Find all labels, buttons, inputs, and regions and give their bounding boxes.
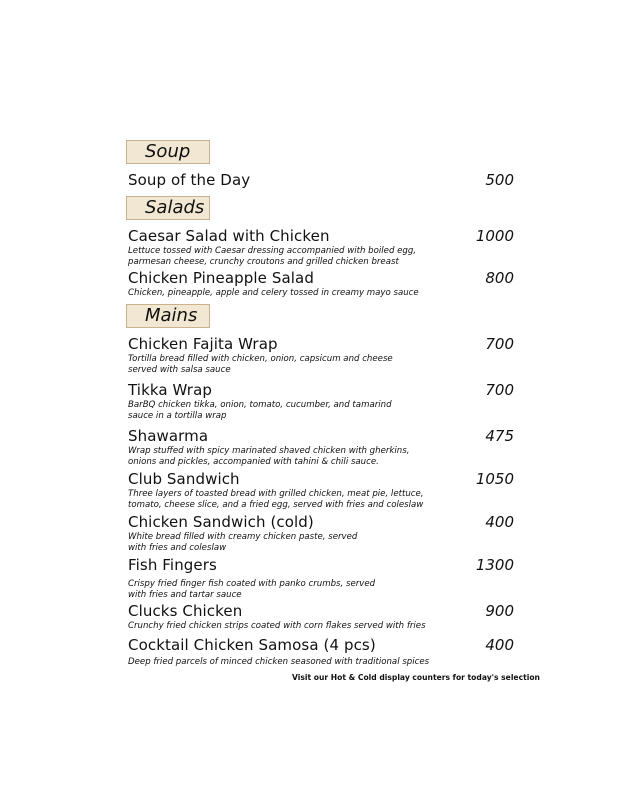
item-description: Chicken, pineapple, apple and celery tossed in creamy mayo sauce bbox=[128, 288, 419, 298]
item-price: 700 bbox=[485, 381, 514, 399]
footer-note: Visit our Hot & Cold display counters for today's selection bbox=[292, 673, 540, 682]
item-price: 500 bbox=[485, 171, 514, 189]
menu-item-chicken-fajita-wrap bbox=[128, 335, 518, 376]
item-description: Crispy fried finger fish coated with panko crumbs, served with fries and tartar sauce bbox=[128, 579, 376, 600]
item-name: Club Sandwich bbox=[128, 470, 240, 488]
menu-item-shawarma bbox=[128, 427, 518, 468]
item-description: Deep fried parcels of minced chicken seasoned with traditional spices bbox=[128, 657, 430, 667]
item-price: 400 bbox=[485, 636, 514, 654]
item-description: Tortilla bread filled with chicken, onion, capsicum and cheese served with salsa sauce bbox=[128, 354, 393, 375]
menu-item-cocktail-chicken-samosa bbox=[128, 636, 518, 668]
item-price: 800 bbox=[485, 269, 514, 287]
item-name: Cocktail Chicken Samosa (4 pcs) bbox=[128, 636, 376, 654]
item-name: Clucks Chicken bbox=[128, 602, 243, 620]
item-name: Chicken Sandwich (cold) bbox=[128, 513, 314, 531]
menu-item-clucks-chicken bbox=[128, 602, 518, 632]
item-price: 475 bbox=[485, 427, 514, 445]
item-name: Fish Fingers bbox=[128, 556, 217, 574]
menu-item-chicken-sandwich-cold bbox=[128, 513, 518, 554]
item-price: 900 bbox=[485, 602, 514, 620]
item-name: Caesar Salad with Chicken bbox=[128, 227, 330, 245]
item-price: 700 bbox=[485, 335, 514, 353]
item-description: Three layers of toasted bread with grilled chicken, meat pie, lettuce, tomato, cheese slice, and a fried egg, served with fries and coleslaw bbox=[128, 489, 424, 510]
menu-item-chicken-pineapple-salad bbox=[128, 269, 518, 299]
item-price: 1000 bbox=[475, 227, 514, 245]
section-header-soup: Soup bbox=[126, 140, 210, 164]
item-description: Crunchy fried chicken strips coated with corn flakes served with fries bbox=[128, 621, 426, 631]
menu-item-caesar-salad bbox=[128, 227, 518, 268]
item-description: Lettuce tossed with Caesar dressing accompanied with boiled egg, parmesan cheese, crunchy croutons and grilled chicken breast bbox=[128, 246, 417, 267]
item-description: BarBQ chicken tikka, onion, tomato, cucumber, and tamarind sauce in a tortilla wrap bbox=[128, 400, 392, 421]
menu-item-club-sandwich bbox=[128, 470, 518, 511]
section-header-salads: Salads bbox=[126, 196, 210, 220]
item-price: 1300 bbox=[475, 556, 514, 574]
item-name: Shawarma bbox=[128, 427, 209, 445]
item-price: 1050 bbox=[475, 470, 514, 488]
section-header-mains: Mains bbox=[126, 304, 210, 328]
menu-item-soup-of-the-day bbox=[128, 171, 518, 189]
item-name: Chicken Pineapple Salad bbox=[128, 269, 314, 287]
item-price: 400 bbox=[485, 513, 514, 531]
menu-item-fish-fingers bbox=[128, 556, 518, 601]
item-description: White bread filled with creamy chicken paste, served with fries and coleslaw bbox=[128, 532, 358, 553]
item-name: Tikka Wrap bbox=[128, 381, 212, 399]
item-name: Soup of the Day bbox=[128, 171, 251, 189]
item-name: Chicken Fajita Wrap bbox=[128, 335, 278, 353]
menu-item-tikka-wrap bbox=[128, 381, 518, 422]
item-description: Wrap stuffed with spicy marinated shaved chicken with gherkins, onions and pickles, accompanied with tahini & chili sauce. bbox=[128, 446, 410, 467]
